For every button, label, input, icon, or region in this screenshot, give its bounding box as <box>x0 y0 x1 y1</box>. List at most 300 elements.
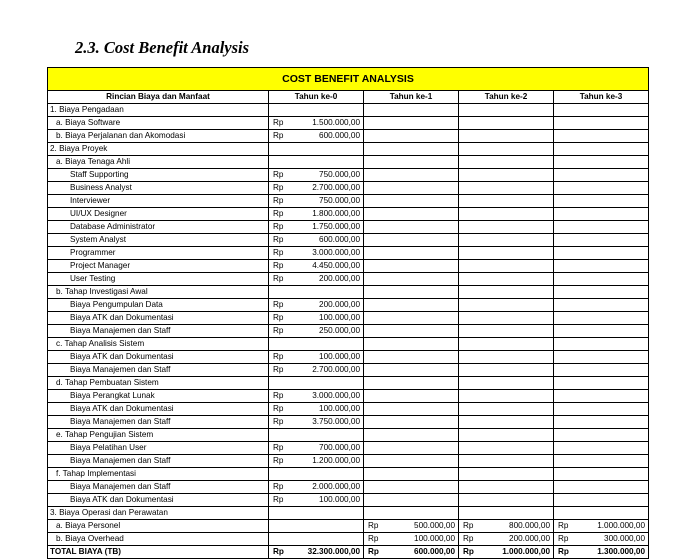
amount-cell <box>491 364 554 377</box>
currency-cell: Rp <box>269 117 301 130</box>
amount-cell: 100.000,00 <box>396 533 459 546</box>
currency-cell <box>364 104 396 117</box>
currency-cell: Rp <box>269 455 301 468</box>
table-row <box>48 260 649 273</box>
amount-cell <box>396 325 459 338</box>
table-row <box>48 182 649 195</box>
row-label: Biaya Manajemen dan Staff <box>48 325 269 338</box>
amount-cell <box>491 130 554 143</box>
table-row <box>48 494 649 507</box>
row-label: e. Tahap Pengujian Sistem <box>48 429 269 442</box>
amount-cell <box>301 377 364 390</box>
amount-cell <box>586 117 649 130</box>
currency-cell <box>554 325 586 338</box>
currency-cell <box>554 442 586 455</box>
amount-cell <box>301 338 364 351</box>
currency-cell <box>364 182 396 195</box>
currency-cell <box>554 429 586 442</box>
amount-cell <box>586 299 649 312</box>
currency-cell <box>459 351 491 364</box>
currency-cell <box>554 364 586 377</box>
currency-cell <box>554 273 586 286</box>
currency-cell <box>459 169 491 182</box>
currency-cell: Rp <box>269 494 301 507</box>
currency-cell <box>459 364 491 377</box>
currency-cell: Rp <box>269 325 301 338</box>
amount-cell <box>491 390 554 403</box>
amount-cell: 100.000,00 <box>301 494 364 507</box>
amount-cell <box>491 468 554 481</box>
currency-cell: Rp <box>459 533 491 546</box>
amount-cell <box>491 273 554 286</box>
amount-cell <box>491 455 554 468</box>
currency-cell <box>459 208 491 221</box>
amount-cell <box>586 468 649 481</box>
currency-cell <box>364 494 396 507</box>
currency-cell <box>459 312 491 325</box>
row-label: a. Biaya Personel <box>48 520 269 533</box>
amount-cell <box>491 494 554 507</box>
amount-cell <box>491 351 554 364</box>
currency-cell <box>554 260 586 273</box>
amount-cell <box>396 507 459 520</box>
currency-cell <box>554 403 586 416</box>
currency-cell <box>364 130 396 143</box>
amount-cell <box>491 143 554 156</box>
currency-cell: Rp <box>269 481 301 494</box>
currency-cell <box>364 221 396 234</box>
amount-cell: 700.000,00 <box>301 442 364 455</box>
currency-cell <box>554 351 586 364</box>
row-label: 2. Biaya Proyek <box>48 143 269 156</box>
table-row <box>48 208 649 221</box>
table-row <box>48 325 649 338</box>
amount-cell <box>396 234 459 247</box>
amount-cell <box>586 234 649 247</box>
currency-cell <box>364 195 396 208</box>
row-label: Biaya Manajemen dan Staff <box>48 364 269 377</box>
currency-cell: Rp <box>269 273 301 286</box>
amount-cell <box>396 182 459 195</box>
currency-cell <box>364 403 396 416</box>
table-row <box>48 364 649 377</box>
row-label: a. Biaya Tenaga Ahli <box>48 156 269 169</box>
currency-cell <box>459 481 491 494</box>
amount-cell <box>586 104 649 117</box>
amount-cell <box>586 325 649 338</box>
amount-cell <box>586 208 649 221</box>
currency-cell: Rp <box>269 221 301 234</box>
currency-cell <box>364 481 396 494</box>
amount-cell <box>396 286 459 299</box>
amount-cell <box>586 351 649 364</box>
column-header: Tahun ke-2 <box>459 91 554 104</box>
table-row <box>48 117 649 130</box>
currency-cell <box>364 273 396 286</box>
currency-cell: Rp <box>269 312 301 325</box>
currency-cell <box>459 507 491 520</box>
amount-cell <box>586 442 649 455</box>
amount-cell <box>301 429 364 442</box>
currency-cell <box>554 234 586 247</box>
section-heading: 2.3. Cost Benefit Analysis <box>75 38 250 57</box>
row-label: Biaya Pengumpulan Data <box>48 299 269 312</box>
currency-cell <box>364 299 396 312</box>
amount-cell <box>586 273 649 286</box>
amount-cell: 1.000.000,00 <box>586 520 649 533</box>
amount-cell <box>396 481 459 494</box>
table-row <box>48 247 649 260</box>
row-label: System Analyst <box>48 234 269 247</box>
currency-cell <box>554 299 586 312</box>
table-row <box>48 351 649 364</box>
currency-cell <box>554 195 586 208</box>
currency-cell: Rp <box>554 533 586 546</box>
currency-cell: Rp <box>269 195 301 208</box>
amount-cell <box>586 130 649 143</box>
currency-cell <box>269 156 301 169</box>
currency-cell <box>554 377 586 390</box>
row-label: Database Administrator <box>48 221 269 234</box>
amount-cell <box>491 182 554 195</box>
currency-cell <box>554 208 586 221</box>
table-row <box>48 442 649 455</box>
amount-cell <box>586 169 649 182</box>
amount-cell: 250.000,00 <box>301 325 364 338</box>
currency-cell: Rp <box>364 546 396 559</box>
currency-cell <box>459 286 491 299</box>
amount-cell <box>491 403 554 416</box>
currency-cell <box>269 338 301 351</box>
currency-cell: Rp <box>459 520 491 533</box>
amount-cell: 100.000,00 <box>301 351 364 364</box>
row-label: b. Biaya Perjalanan dan Akomodasi <box>48 130 269 143</box>
currency-cell <box>459 156 491 169</box>
currency-cell <box>364 325 396 338</box>
amount-cell <box>491 260 554 273</box>
currency-cell <box>459 377 491 390</box>
amount-cell <box>396 260 459 273</box>
currency-cell <box>364 455 396 468</box>
amount-cell <box>396 312 459 325</box>
table-row <box>48 429 649 442</box>
amount-cell <box>396 351 459 364</box>
amount-cell <box>301 104 364 117</box>
amount-cell: 1.800.000,00 <box>301 208 364 221</box>
table-row <box>48 403 649 416</box>
currency-cell <box>554 390 586 403</box>
currency-cell <box>459 221 491 234</box>
amount-cell: 3.000.000,00 <box>301 247 364 260</box>
row-label: Biaya Manajemen dan Staff <box>48 481 269 494</box>
currency-cell <box>459 442 491 455</box>
row-label: b. Biaya Overhead <box>48 533 269 546</box>
currency-cell <box>364 247 396 260</box>
amount-cell: 1.000.000,00 <box>491 546 554 559</box>
amount-cell: 2.000.000,00 <box>301 481 364 494</box>
table-row <box>48 520 649 533</box>
currency-cell <box>364 156 396 169</box>
amount-cell <box>396 208 459 221</box>
table-row <box>48 299 649 312</box>
amount-cell: 500.000,00 <box>396 520 459 533</box>
amount-cell <box>396 429 459 442</box>
currency-cell <box>459 273 491 286</box>
amount-cell <box>586 403 649 416</box>
currency-cell <box>554 117 586 130</box>
currency-cell <box>269 377 301 390</box>
row-label: Project Manager <box>48 260 269 273</box>
currency-cell <box>269 143 301 156</box>
currency-cell: Rp <box>269 546 301 559</box>
currency-cell <box>364 312 396 325</box>
amount-cell <box>396 468 459 481</box>
amount-cell <box>396 455 459 468</box>
currency-cell: Rp <box>269 169 301 182</box>
amount-cell <box>586 312 649 325</box>
currency-cell <box>554 468 586 481</box>
currency-cell <box>269 468 301 481</box>
amount-cell <box>301 520 364 533</box>
currency-cell: Rp <box>364 533 396 546</box>
amount-cell: 750.000,00 <box>301 195 364 208</box>
currency-cell <box>459 338 491 351</box>
amount-cell <box>491 117 554 130</box>
currency-cell: Rp <box>269 364 301 377</box>
currency-cell <box>364 117 396 130</box>
table-row <box>48 234 649 247</box>
amount-cell <box>491 429 554 442</box>
currency-cell: Rp <box>269 247 301 260</box>
currency-cell <box>364 338 396 351</box>
currency-cell <box>459 299 491 312</box>
amount-cell <box>586 364 649 377</box>
table-row <box>48 507 649 520</box>
currency-cell <box>269 286 301 299</box>
currency-cell <box>554 507 586 520</box>
table-row <box>48 156 649 169</box>
cost-benefit-sheet <box>47 67 649 559</box>
currency-cell <box>554 338 586 351</box>
currency-cell: Rp <box>269 442 301 455</box>
currency-cell <box>364 208 396 221</box>
row-label: TOTAL BIAYA (TB) <box>48 546 269 559</box>
amount-cell <box>396 442 459 455</box>
currency-cell <box>459 325 491 338</box>
amount-cell <box>586 390 649 403</box>
table-row <box>48 221 649 234</box>
currency-cell <box>364 390 396 403</box>
table-row <box>48 481 649 494</box>
amount-cell <box>301 156 364 169</box>
amount-cell <box>586 286 649 299</box>
currency-cell <box>364 286 396 299</box>
table-row <box>48 455 649 468</box>
table-row <box>48 143 649 156</box>
currency-cell <box>364 143 396 156</box>
amount-cell <box>491 416 554 429</box>
currency-cell <box>459 143 491 156</box>
currency-cell: Rp <box>364 520 396 533</box>
currency-cell: Rp <box>269 260 301 273</box>
table-row <box>48 390 649 403</box>
amount-cell <box>491 195 554 208</box>
amount-cell <box>396 338 459 351</box>
amount-cell <box>396 195 459 208</box>
amount-cell: 1.300.000,00 <box>586 546 649 559</box>
amount-cell <box>586 338 649 351</box>
column-header: Tahun ke-3 <box>554 91 649 104</box>
row-label: Biaya Pelatihan User <box>48 442 269 455</box>
currency-cell <box>269 533 301 546</box>
amount-cell <box>586 221 649 234</box>
row-label: 3. Biaya Operasi dan Perawatan <box>48 507 269 520</box>
row-label: Programmer <box>48 247 269 260</box>
table-title: COST BENEFIT ANALYSIS <box>48 68 649 91</box>
amount-cell <box>301 143 364 156</box>
amount-cell <box>491 104 554 117</box>
currency-cell <box>364 364 396 377</box>
amount-cell <box>491 247 554 260</box>
table-row <box>48 273 649 286</box>
currency-cell: Rp <box>269 351 301 364</box>
amount-cell <box>301 286 364 299</box>
currency-cell <box>459 455 491 468</box>
amount-cell <box>396 377 459 390</box>
amount-cell: 1.200.000,00 <box>301 455 364 468</box>
amount-cell: 2.700.000,00 <box>301 182 364 195</box>
amount-cell <box>396 130 459 143</box>
amount-cell: 200.000,00 <box>301 273 364 286</box>
currency-cell <box>554 312 586 325</box>
amount-cell: 3.000.000,00 <box>301 390 364 403</box>
currency-cell <box>459 247 491 260</box>
currency-cell <box>459 390 491 403</box>
amount-cell <box>491 338 554 351</box>
currency-cell: Rp <box>269 234 301 247</box>
amount-cell <box>491 234 554 247</box>
amount-cell <box>396 494 459 507</box>
cost-benefit-table <box>47 67 649 559</box>
table-title-row <box>48 68 649 91</box>
amount-cell <box>396 299 459 312</box>
row-label: UI/UX Designer <box>48 208 269 221</box>
row-label: Biaya ATK dan Dokumentasi <box>48 403 269 416</box>
currency-cell <box>459 104 491 117</box>
amount-cell <box>586 195 649 208</box>
row-label: c. Tahap Analisis Sistem <box>48 338 269 351</box>
currency-cell: Rp <box>269 299 301 312</box>
currency-cell <box>269 104 301 117</box>
table-row <box>48 130 649 143</box>
table-row <box>48 195 649 208</box>
row-label: Biaya ATK dan Dokumentasi <box>48 312 269 325</box>
row-label: f. Tahap Implementasi <box>48 468 269 481</box>
row-label: Biaya Manajemen dan Staff <box>48 455 269 468</box>
amount-cell <box>491 481 554 494</box>
amount-cell <box>396 221 459 234</box>
currency-cell <box>554 221 586 234</box>
table-row <box>48 169 649 182</box>
currency-cell <box>554 143 586 156</box>
currency-cell <box>364 442 396 455</box>
amount-cell <box>586 182 649 195</box>
amount-cell <box>491 325 554 338</box>
amount-cell <box>396 169 459 182</box>
amount-cell <box>396 156 459 169</box>
currency-cell <box>554 169 586 182</box>
amount-cell <box>586 455 649 468</box>
amount-cell <box>586 494 649 507</box>
table-row <box>48 377 649 390</box>
currency-cell <box>364 416 396 429</box>
amount-cell <box>491 221 554 234</box>
column-header: Tahun ke-1 <box>364 91 459 104</box>
amount-cell: 300.000,00 <box>586 533 649 546</box>
row-label: Biaya ATK dan Dokumentasi <box>48 494 269 507</box>
table-row <box>48 286 649 299</box>
currency-cell <box>554 416 586 429</box>
currency-cell <box>554 130 586 143</box>
row-label: a. Biaya Software <box>48 117 269 130</box>
amount-cell <box>586 507 649 520</box>
amount-cell: 4.450.000,00 <box>301 260 364 273</box>
currency-cell: Rp <box>554 546 586 559</box>
amount-cell <box>491 208 554 221</box>
amount-cell <box>586 481 649 494</box>
currency-cell: Rp <box>269 182 301 195</box>
column-header: Tahun ke-0 <box>269 91 364 104</box>
currency-cell <box>364 351 396 364</box>
amount-cell: 750.000,00 <box>301 169 364 182</box>
table-row <box>48 416 649 429</box>
amount-cell <box>586 429 649 442</box>
amount-cell: 32.300.000,00 <box>301 546 364 559</box>
currency-cell: Rp <box>269 390 301 403</box>
currency-cell <box>459 468 491 481</box>
currency-cell <box>364 169 396 182</box>
table-row <box>48 338 649 351</box>
currency-cell <box>459 234 491 247</box>
amount-cell <box>396 143 459 156</box>
table-row <box>48 533 649 546</box>
table-row <box>48 468 649 481</box>
currency-cell <box>269 507 301 520</box>
currency-cell <box>554 494 586 507</box>
amount-cell: 100.000,00 <box>301 403 364 416</box>
currency-cell <box>364 507 396 520</box>
header-row <box>48 91 649 104</box>
row-label: Biaya ATK dan Dokumentasi <box>48 351 269 364</box>
currency-cell <box>554 247 586 260</box>
amount-cell <box>301 507 364 520</box>
amount-cell: 200.000,00 <box>301 299 364 312</box>
amount-cell <box>491 442 554 455</box>
amount-cell <box>586 247 649 260</box>
amount-cell: 600.000,00 <box>396 546 459 559</box>
currency-cell <box>364 429 396 442</box>
currency-cell <box>459 494 491 507</box>
amount-cell <box>301 468 364 481</box>
currency-cell <box>554 156 586 169</box>
amount-cell <box>491 169 554 182</box>
amount-cell <box>396 403 459 416</box>
amount-cell <box>491 299 554 312</box>
currency-cell <box>459 429 491 442</box>
currency-cell <box>459 117 491 130</box>
amount-cell <box>586 377 649 390</box>
currency-cell: Rp <box>459 546 491 559</box>
